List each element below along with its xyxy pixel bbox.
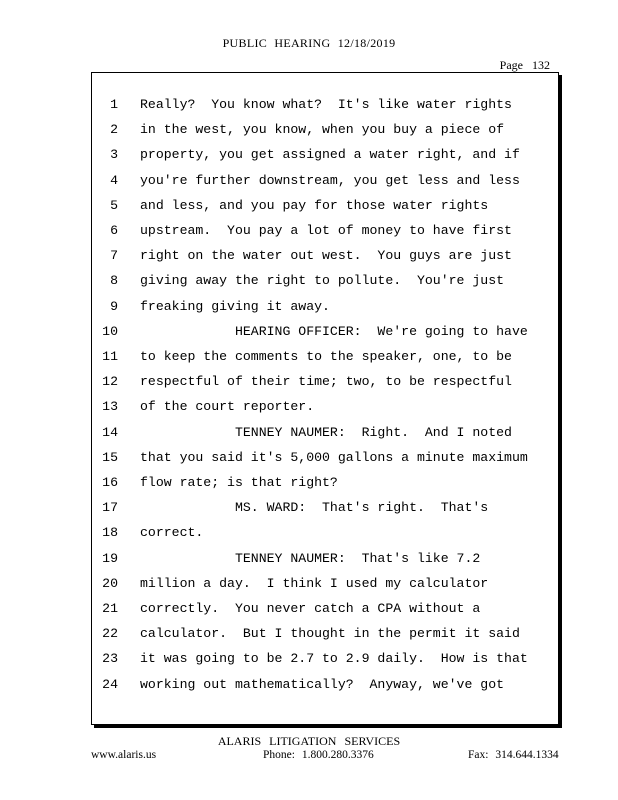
footer-phone: Phone: 1.800.280.3376 bbox=[263, 749, 374, 761]
transcript-line bbox=[92, 117, 558, 142]
line-text: freaking giving it away. bbox=[140, 298, 330, 314]
footer-row bbox=[0, 749, 618, 765]
footer-company: ALARIS LITIGATION SERVICES bbox=[217, 734, 401, 748]
transcript-line bbox=[92, 621, 558, 646]
line-number: 15 bbox=[102, 449, 118, 465]
transcript-line bbox=[92, 369, 558, 394]
line-text: working out mathematically? Anyway, we've got bbox=[140, 676, 505, 692]
line-number: 19 bbox=[102, 550, 118, 566]
transcript-line bbox=[92, 596, 558, 621]
line-text: upstream. You pay a lot of money to have first bbox=[140, 223, 512, 238]
footer-fax: Fax: 314.644.1334 bbox=[468, 749, 559, 761]
transcript-line bbox=[92, 445, 558, 470]
line-text: to keep the comments to the speaker, one, to be bbox=[140, 349, 512, 364]
transcript-line bbox=[92, 243, 558, 268]
line-number: 22 bbox=[102, 626, 118, 642]
line-text: HEARING OFFICER: We're going to have bbox=[140, 323, 528, 339]
transcript-line bbox=[92, 470, 558, 495]
line-text: TENNEY NAUMER: That's like 7.2 bbox=[140, 550, 481, 566]
page-header: PUBLIC HEARING 12/18/2019 bbox=[222, 36, 396, 50]
transcript-line bbox=[92, 193, 558, 218]
line-number: 12 bbox=[102, 374, 118, 390]
transcript-line bbox=[92, 646, 558, 671]
transcript-line bbox=[92, 168, 558, 193]
line-number: 14 bbox=[102, 424, 118, 440]
line-text: respectful of their time; two, to be respectful bbox=[140, 374, 512, 390]
line-number: 23 bbox=[102, 651, 118, 667]
line-number: 3 bbox=[110, 147, 118, 163]
line-number: 16 bbox=[102, 475, 118, 490]
line-number: 18 bbox=[102, 525, 118, 541]
line-number: 24 bbox=[102, 676, 118, 692]
line-text: flow rate; is that right? bbox=[140, 475, 338, 490]
line-number: 4 bbox=[110, 172, 118, 188]
transcript-line bbox=[92, 92, 558, 117]
line-number: 2 bbox=[110, 122, 118, 138]
transcript-line bbox=[92, 420, 558, 445]
line-text: that you said it's 5,000 gallons a minute maximum bbox=[140, 449, 528, 465]
line-text: million a day. I think I used my calculator bbox=[140, 575, 489, 591]
transcript-line bbox=[92, 672, 558, 697]
footer-website[interactable]: www.alaris.us bbox=[91, 749, 157, 761]
transcript-line bbox=[92, 344, 558, 369]
line-number: 20 bbox=[102, 575, 118, 591]
transcript-line bbox=[92, 520, 558, 545]
transcript-line bbox=[92, 142, 558, 167]
transcript-line bbox=[92, 495, 558, 520]
line-number: 5 bbox=[110, 197, 118, 213]
line-number: 21 bbox=[102, 601, 118, 616]
line-text: and less, and you pay for those water rights bbox=[140, 197, 489, 213]
line-number: 10 bbox=[102, 323, 118, 339]
transcript-line bbox=[92, 546, 558, 571]
line-text: giving away the right to pollute. You're just bbox=[140, 273, 505, 289]
line-text: correct. bbox=[140, 525, 204, 541]
line-text: right on the water out west. You guys are just bbox=[140, 248, 512, 264]
line-number: 7 bbox=[110, 248, 118, 264]
line-text: correctly. You never catch a CPA without a bbox=[140, 601, 481, 616]
transcript-line bbox=[92, 218, 558, 243]
line-text: TENNEY NAUMER: Right. And I noted bbox=[140, 424, 512, 440]
line-number: 13 bbox=[102, 399, 118, 415]
line-text: property, you get assigned a water right, and if bbox=[140, 147, 520, 163]
line-text: of the court reporter. bbox=[140, 399, 315, 415]
transcript-line bbox=[92, 394, 558, 419]
line-text: in the west, you know, when you buy a piece of bbox=[140, 122, 505, 138]
line-number: 6 bbox=[110, 223, 118, 238]
transcript-line bbox=[92, 319, 558, 344]
transcript-line bbox=[92, 294, 558, 319]
transcript-line bbox=[92, 571, 558, 596]
line-number: 1 bbox=[110, 97, 118, 112]
page-number: Page 132 bbox=[499, 58, 550, 72]
line-number: 8 bbox=[110, 273, 118, 289]
transcript-frame bbox=[91, 72, 559, 725]
transcript-line bbox=[92, 268, 558, 293]
line-number: 9 bbox=[110, 298, 118, 314]
line-text: you're further downstream, you get less and less bbox=[140, 172, 520, 188]
line-text: Really? You know what? It's like water rights bbox=[140, 97, 512, 112]
line-number: 17 bbox=[102, 500, 118, 516]
line-text: it was going to be 2.7 to 2.9 daily. How is that bbox=[140, 651, 528, 667]
line-number: 11 bbox=[102, 349, 118, 364]
line-text: calculator. But I thought in the permit it said bbox=[140, 626, 520, 642]
line-text: MS. WARD: That's right. That's bbox=[140, 500, 489, 516]
